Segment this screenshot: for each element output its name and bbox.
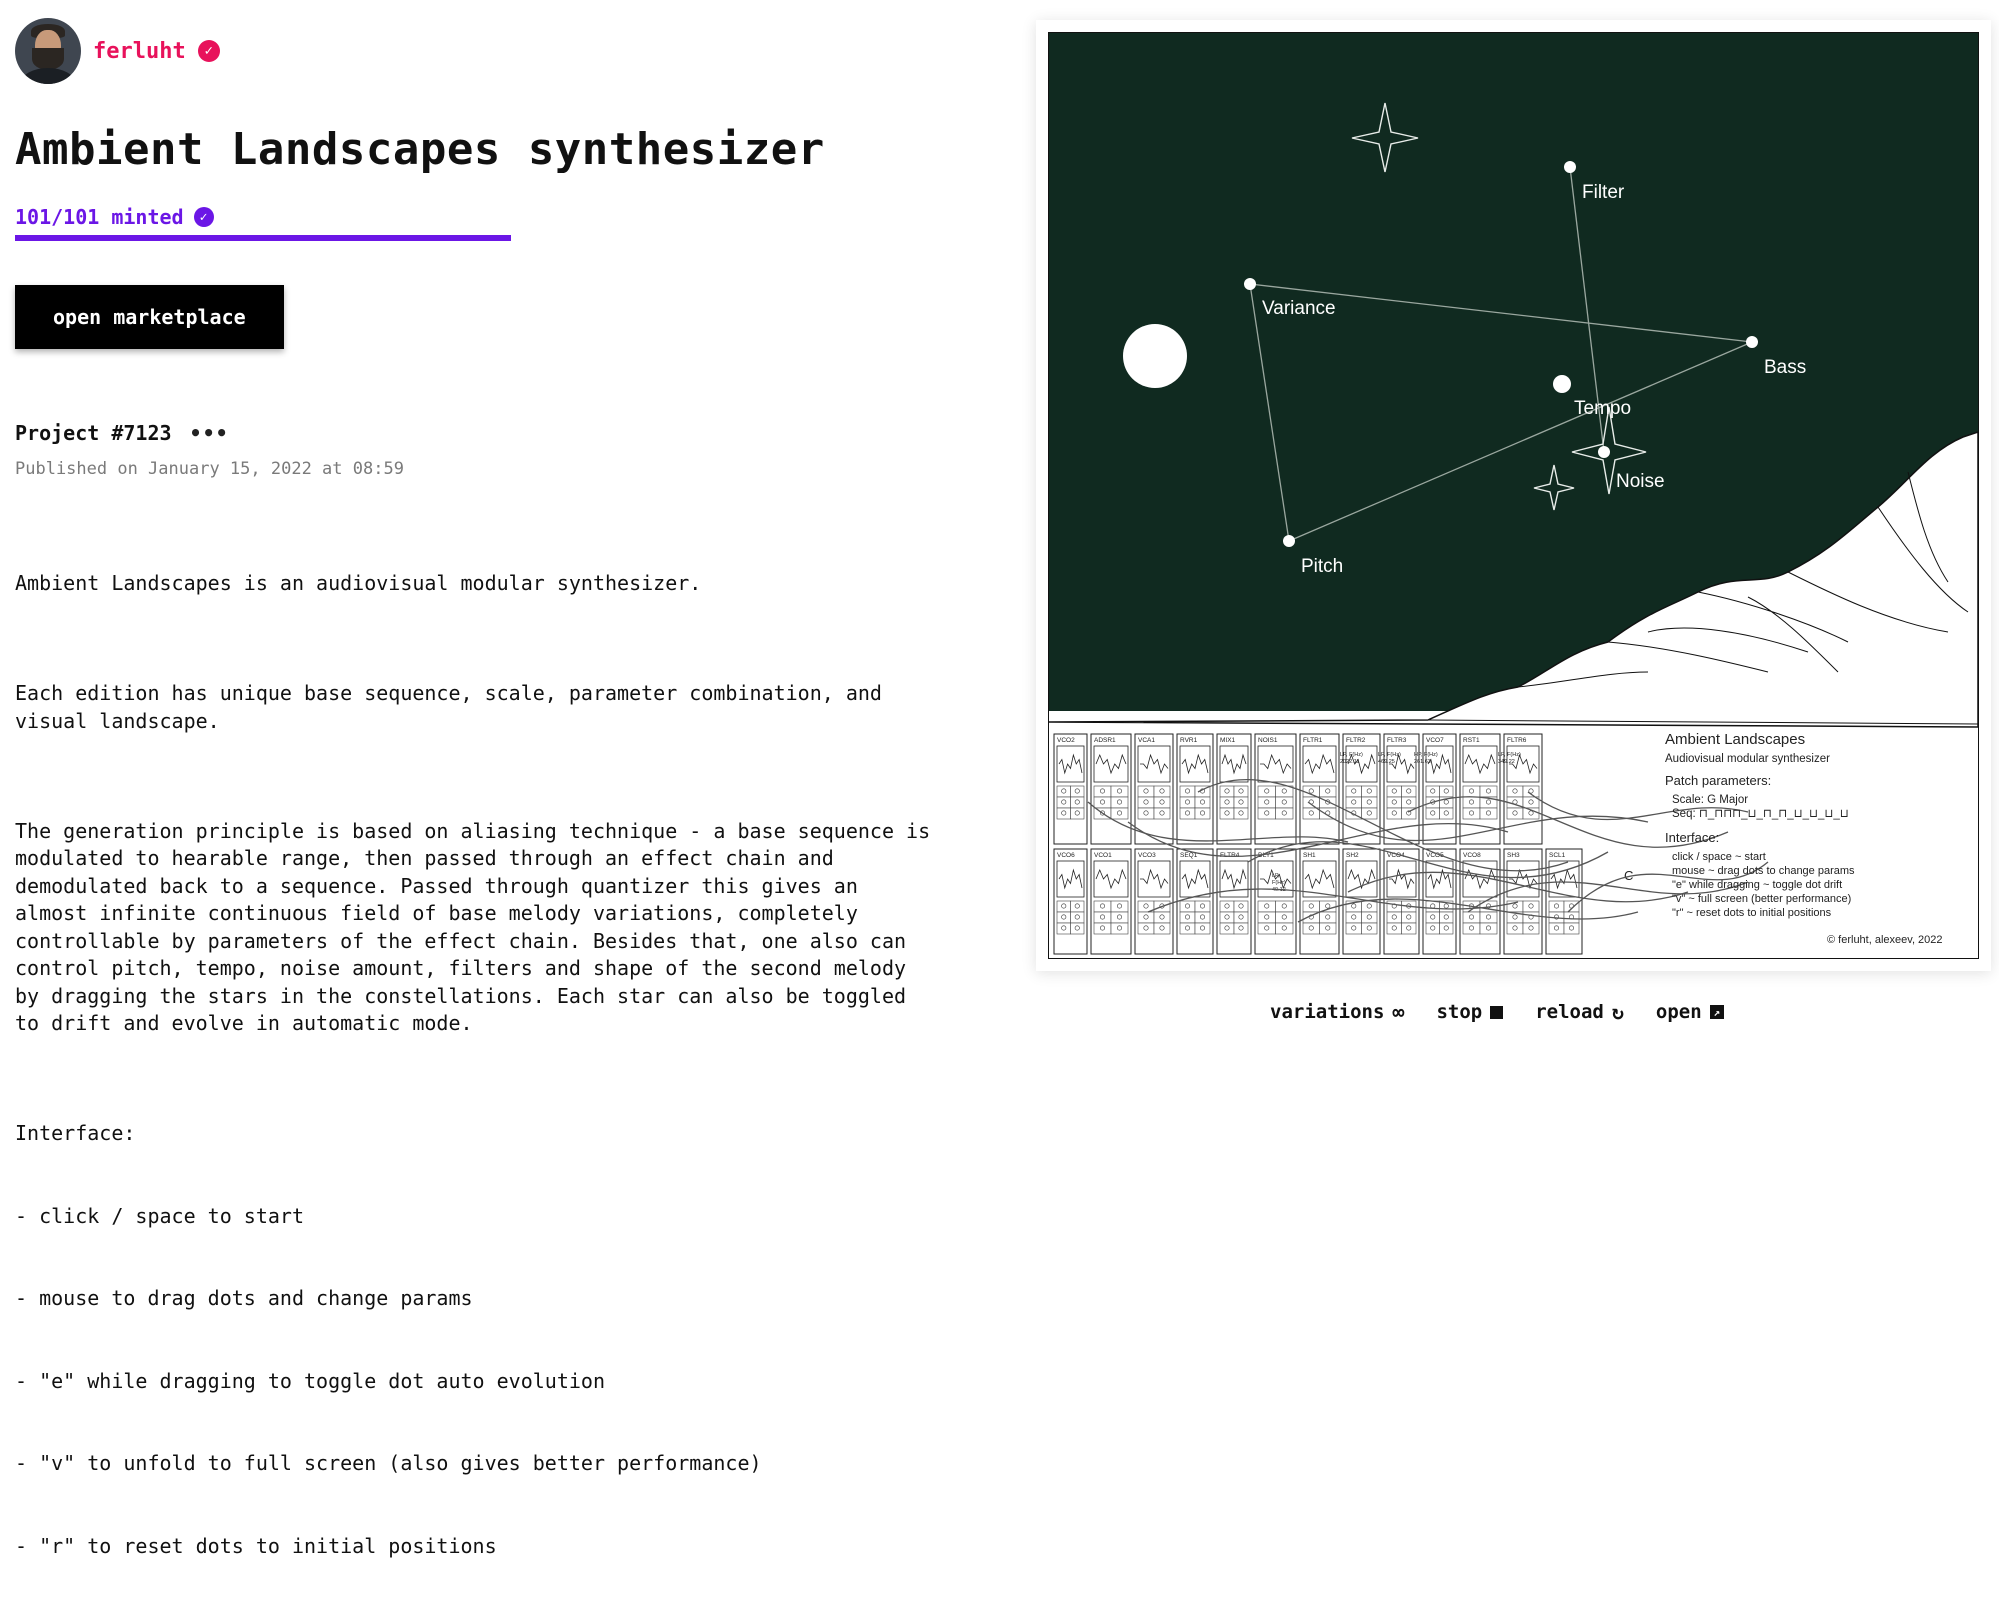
variance-dot[interactable] [1244,278,1256,290]
artwork-canvas[interactable] [1048,32,1979,959]
tempo-label: Tempo [1574,398,1632,419]
interface-item: - mouse to drag dots and change params [15,1286,473,1310]
interface-item: - click / space to start [15,1203,304,1228]
synth-module-label: SCL1 [1549,852,1566,859]
synth-module[interactable] [1460,849,1500,954]
project-details [15,18,1000,1615]
info-line: mouse ~ drag dots to change params [1672,865,1855,877]
synth-module[interactable] [1177,734,1213,844]
minted-check-icon: ✓ [194,207,214,227]
info-title: Ambient Landscapes [1665,731,1806,748]
synth-module-value: 469.25 [1378,759,1395,765]
published-date: Published on January 15, 2022 at 08:59 [15,459,404,479]
pitch-dot[interactable] [1283,535,1295,547]
info-line: "v" ~ full screen (better performance) [1672,893,1852,905]
synth-module-label: FLTR2 [1346,737,1366,744]
reload-button[interactable] [1535,1000,1624,1024]
project-header [15,421,1000,445]
author-row [15,18,1000,84]
synth-module-label: VCO8 [1463,852,1481,859]
variations-button[interactable] [1270,1000,1404,1024]
stop-square-icon [1490,1006,1503,1019]
filter-dot[interactable] [1564,161,1576,173]
reload-label: reload [1535,1001,1604,1023]
artwork-frame [1036,20,1991,971]
info-interface-title: Interface: [1665,830,1720,845]
open-button[interactable] [1656,1001,1724,1023]
playback-controls [1270,1000,1724,1024]
synth-module[interactable] [1217,849,1251,954]
description-paragraph: Ambient Landscapes is an audiovisual modular synthesizer. [15,571,702,595]
synth-module-label: FLTR6 [1507,737,1527,744]
synth-module-value: F(Hz) [1272,880,1286,886]
synth-module-label: VCO5 [1426,852,1444,859]
minted-status [15,205,1000,229]
synth-module[interactable] [1054,734,1087,844]
minted-progress-bar [15,235,511,241]
synth-module-label: VCA1 [1138,737,1155,744]
synth-module-label: ADSR1 [1094,737,1116,744]
synth-module-label: NOIS1 [1258,737,1278,744]
open-label: open [1655,1001,1702,1023]
synth-module-value: 2022.11 [1340,759,1360,765]
synth-module-label: SH2 [1346,852,1359,859]
synth-module[interactable] [1091,734,1131,844]
synth-module-label: FLTR3 [1387,737,1407,744]
synth-module[interactable] [1177,849,1213,954]
info-line: click / space ~ start [1672,851,1766,863]
synth-module-label: SEQ1 [1180,852,1198,859]
synth-module-value: LP, F(Hz) [1378,752,1401,758]
infinity-icon: ∞ [1392,1000,1405,1024]
filter-label: Filter [1582,182,1625,203]
page-title: Ambient Landscapes synthesizer [15,124,825,175]
synth-module-value: 40.12 [1272,887,1286,893]
info-seq: Seq: ⊓_⊓⊓⊓_⊔_⊓_⊓_⊔_⊔_⊔_⊔ [1672,808,1849,820]
project-number: Project #7123 [15,421,172,445]
synth-module-label: SH1 [1303,852,1316,859]
verified-check-icon: ✓ [198,40,220,62]
stop-button[interactable] [1436,1001,1503,1023]
synth-module[interactable] [1423,734,1456,844]
noise-dot[interactable] [1598,446,1610,458]
synth-module[interactable] [1135,734,1173,844]
info-line: "r" ~ reset dots to initial positions [1672,907,1832,919]
info-copyright: © ferluht, alexeev, 2022 [1827,934,1943,946]
interface-item: - "v" to unfold to full screen (also gives better performance) [15,1451,762,1475]
synth-module-value: 349.22 [1498,759,1515,765]
more-options-icon[interactable]: ••• [189,421,229,445]
tempo-dot[interactable] [1553,375,1571,393]
variations-label: variations [1270,1001,1385,1023]
synth-module-label: FLTR1 [1303,737,1323,744]
stop-label: stop [1436,1001,1483,1023]
synth-module-label: RST1 [1463,737,1480,744]
info-scale: Scale: G Major [1672,794,1749,806]
info-line: "e" while dragging ~ toggle dot drift [1672,879,1843,891]
synth-module-label: VCO1 [1094,852,1112,859]
synth-module[interactable] [1217,734,1251,844]
project-description [15,515,1000,1615]
synth-module[interactable] [1255,734,1296,844]
synth-module-label: FLTR4 [1220,852,1240,859]
open-marketplace-button[interactable]: open marketplace [15,285,284,349]
synth-module[interactable] [1255,849,1296,954]
synth-module[interactable] [1504,734,1542,844]
noise-label: Noise [1616,471,1665,492]
synth-module[interactable] [1300,849,1339,954]
synth-module-value: 261.63 [1414,759,1431,765]
interface-title: Interface: [15,1121,136,1145]
synth-module[interactable] [1135,849,1173,954]
reload-icon: ↻ [1611,1000,1624,1024]
synth-module[interactable] [1091,849,1131,954]
minted-count: 101/101 minted [15,205,184,229]
description-paragraph: Each edition has unique base sequence, scale, parameter combination, and visual landscape. [15,681,882,733]
synth-module[interactable] [1384,849,1419,954]
synth-module[interactable] [1460,734,1500,844]
synth-module[interactable] [1343,734,1380,844]
description-paragraph: The generation principle is based on aliasing technique - a base sequence is modulated to hearable range, then passed through an effect chain and demodulated back to a sequence. Passed through quantizer this gives an almost infinite continuous field of base melody variations, completely controllable by parameters of the effect chain. Besides that, one also can control pitch, tempo, noise amount, filters and shape of the second melody by dragging the stars in the constellations. Each star can also be toggled to drift and evolve in automatic mode. [15,818,931,1035]
synth-module-value: C [1624,868,1634,883]
synth-module-label: MIX1 [1220,737,1236,744]
synth-module-label: VCO7 [1426,737,1444,744]
avatar[interactable] [15,18,81,84]
synth-module-label: SH3 [1507,852,1520,859]
bass-label: Bass [1764,357,1807,378]
synth-module-label: RVR1 [1180,737,1198,744]
author-name[interactable]: ferluht [93,38,186,64]
info-patch-title: Patch parameters: [1665,773,1772,788]
synth-module-value: LP, F(Hz) [1498,752,1521,758]
interface-item: - "e" while dragging to toggle dot auto evolution [15,1368,606,1393]
synth-module-value: LP, [1272,873,1280,879]
synth-module[interactable] [1546,849,1582,954]
pitch-label: Pitch [1301,556,1344,577]
minted-progress-fill [15,235,511,241]
synth-module-label: VCO6 [1057,852,1075,859]
synth-module[interactable] [1054,849,1087,954]
synth-module[interactable] [1300,734,1339,844]
synth-module[interactable] [1504,849,1542,954]
info-subtitle: Audiovisual modular synthesizer [1665,753,1830,765]
moon [1123,324,1187,388]
synth-module-label: VCO3 [1138,852,1156,859]
synth-module-label: VCO2 [1057,737,1075,744]
synth-module-value: LP, F(Hz) [1340,752,1363,758]
external-link-icon: ↗ [1710,1005,1724,1019]
variance-label: Variance [1262,298,1336,319]
interface-item: - "r" to reset dots to initial positions [15,1533,497,1558]
synth-module-label: DLY1 [1258,852,1274,859]
synth-module-value: HP, F(Hz) [1414,752,1438,758]
bass-dot[interactable] [1746,336,1758,348]
synth-module-label: VCO4 [1387,852,1405,859]
